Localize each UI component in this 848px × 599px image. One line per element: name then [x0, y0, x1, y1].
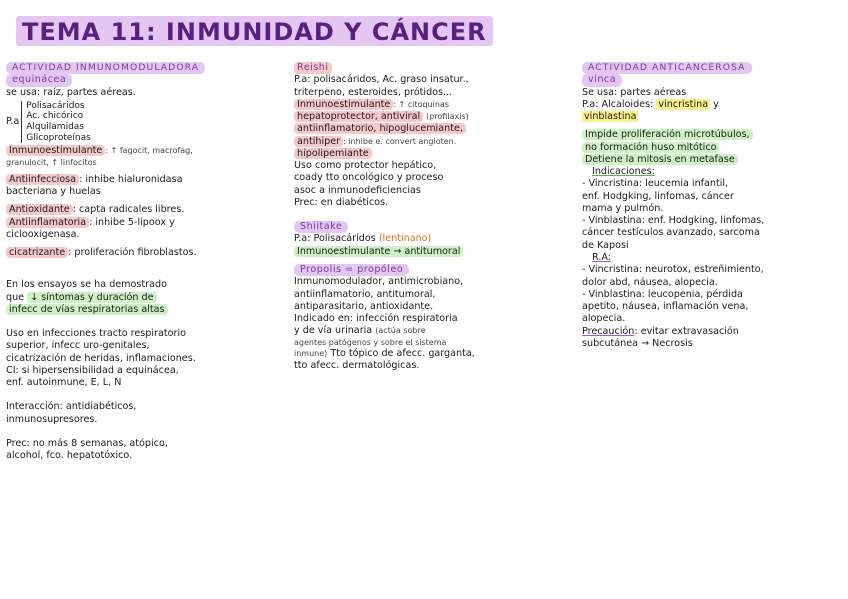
- plant-heading: equinácea: [6, 74, 72, 86]
- plant-heading: vinca: [582, 74, 622, 86]
- body-text: asoc a inmunodeficiencias: [294, 184, 421, 196]
- term-text: : inhibe 5-lipoox y: [89, 216, 175, 228]
- body-text: - Vincristina: neurotox, estreñimiento,: [582, 264, 764, 276]
- column-middle: [294, 62, 578, 372]
- term-text: : ↑ fagocit, macrofag,: [105, 146, 193, 156]
- body-text: antiparasitario, antioxidante.: [294, 300, 434, 312]
- body-text: Prec: no más 8 semanas, atópico,: [6, 437, 168, 449]
- body-text: enf. autoinmune, E, L, N: [6, 377, 122, 389]
- term-text: granulocit, ↑ linfocitos: [6, 157, 97, 167]
- body-text: triterpeno, esteroides, prótidos...: [294, 86, 453, 98]
- body-text: - Vinblastina: enf. Hodgking, linfomas,: [582, 215, 765, 227]
- green-highlight: infecc de vías respiratorias altas: [6, 304, 168, 315]
- term-highlight: hipolipemiante: [294, 148, 372, 159]
- body-text: : evitar extravasación: [634, 325, 739, 337]
- body-text: alcohol, fco. hepatotóxico.: [6, 450, 133, 462]
- body-text: alopecia.: [582, 313, 626, 325]
- body-text: dolor abd, náusea, alopecia.: [582, 276, 718, 288]
- body-text: superior, infecc uro-genitales,: [6, 340, 150, 352]
- body-text: tto afecc. dermatológicas.: [294, 360, 420, 372]
- pa-label: P.a: [6, 115, 20, 127]
- term-text: : proliferación fibroblastos.: [68, 247, 197, 259]
- body-text: P.a: polisacáridos, Ac. graso insatur.,: [294, 74, 469, 86]
- body-text: inmunosupresores.: [6, 413, 98, 425]
- sub-heading: R.A:: [592, 251, 611, 263]
- body-text: mama y pulmón.: [582, 202, 664, 214]
- term-text: : capta radicales libres.: [72, 204, 185, 216]
- sub-heading: Precaución: [582, 325, 635, 337]
- usage-line: se usa: raíz, partes aéreas.: [6, 86, 136, 98]
- term-highlight: antiinflamatorio, hipoglucemiante,: [294, 123, 466, 134]
- usage-line: Se usa: partes aéreas: [582, 86, 687, 98]
- body-text: y: [713, 98, 719, 110]
- orange-note: (lentinano): [378, 233, 432, 245]
- body-text: y de vía urinaria: [294, 325, 373, 337]
- body-text: P.a: Polisacáridos: [294, 233, 376, 245]
- body-text: cáncer testículos avanzado, sarcoma: [582, 227, 760, 239]
- body-text: cicatrización de heridas, inflamaciones.: [6, 352, 196, 364]
- small-note: inmune): [294, 348, 328, 358]
- green-highlight: no formación huso mitótico: [582, 142, 719, 153]
- active-principles: [6, 101, 292, 143]
- term-highlight: cicatrizante: [6, 247, 68, 258]
- term-text: : inhibe hialuronidasa: [79, 173, 183, 185]
- body-text: de Kaposi: [582, 239, 629, 251]
- section-heading: ACTIVIDAD ANTICANCEROSA: [582, 62, 752, 74]
- column-inmunomoduladora: [6, 62, 292, 463]
- body-text: apetito, náusea, inflamación vena,: [582, 301, 749, 313]
- term-highlight: Antioxidante: [6, 204, 73, 215]
- body-text: Interacción: antidiabéticos,: [6, 401, 137, 413]
- term-text: ciclooxigenasa.: [6, 228, 80, 240]
- list-item: Alquilamidas: [26, 122, 84, 133]
- body-text: - Vincristina: leucemia infantil,: [582, 178, 729, 190]
- green-highlight: Detiene la mitosis en metafase: [582, 154, 738, 165]
- term-highlight: Inmunoestimulante: [6, 145, 105, 156]
- small-note: (actúa sobre: [375, 326, 426, 336]
- term-highlight: antihiper: [294, 136, 343, 147]
- body-text: subcutánea → Necrosis: [582, 337, 693, 349]
- term-highlight: Antiinflamatoria: [6, 217, 89, 228]
- page-title: TEMA 11: INMUNIDAD Y CÁNCER: [16, 16, 493, 46]
- term-text: bacteriana y huelas: [6, 186, 101, 197]
- sub-heading: Indicaciones:: [592, 166, 655, 178]
- body-text: En los ensayos se ha demostrado: [6, 279, 167, 291]
- body-text: Inmunomodulador, antimicrobiano,: [294, 276, 464, 288]
- small-note: agentes patógenos y sobre el sistema: [294, 337, 447, 347]
- body-text: Uso en infecciones tracto respiratorio: [6, 328, 186, 340]
- pa-list: [21, 101, 91, 143]
- body-text: Prec: en diabéticos.: [294, 196, 389, 208]
- yellow-highlight: vincristina: [658, 98, 709, 110]
- body-text: que: [6, 291, 25, 303]
- green-highlight: Impide proliferación microtúbulos,: [582, 129, 753, 140]
- body-text: CI: si hipersensibilidad a equinácea,: [6, 364, 179, 376]
- body-text: coady tto oncológico y proceso: [294, 172, 444, 184]
- plant-heading: Reishi: [294, 62, 332, 74]
- term-highlight: Inmunoestimulante: [294, 99, 393, 110]
- term-text: : inhibe e. convert angioten.: [343, 136, 457, 146]
- body-text: Tto tópico de afecc. garganta,: [330, 347, 475, 359]
- term-highlight: hepatoprotector, antiviral: [294, 111, 423, 122]
- term-highlight: Antiinfecciosa: [6, 174, 79, 185]
- list-item: Glicoproteínas: [26, 132, 91, 143]
- term-text: : ↑ citoquinas: [393, 99, 449, 109]
- green-highlight: ↓ síntomas y duración de: [27, 292, 156, 303]
- plant-heading: Propolis = propóleo: [294, 264, 409, 276]
- list-item: Ac. chicórico: [26, 111, 84, 122]
- term-text: (profilaxis): [426, 112, 469, 122]
- body-text: - Vinblastina: leucopenia, pérdida: [582, 288, 743, 300]
- list-item: Polisacáridos: [26, 100, 85, 111]
- plant-heading: Shiitake: [294, 221, 348, 233]
- column-anticancerosa: [582, 62, 840, 350]
- body-text: antiinflamatorio, antitumoral,: [294, 288, 436, 300]
- body-text: Uso como protector hepático,: [294, 160, 437, 172]
- body-text: Indicado en: infección respiratoria: [294, 313, 458, 325]
- body-text: enf. Hodgking, linfomas, cáncer: [582, 190, 734, 202]
- green-highlight: Inmunoestimulante → antitumoral: [294, 246, 463, 257]
- body-text: P.a: Alcaloides:: [582, 98, 654, 110]
- section-heading: ACTIVIDAD INMUNOMODULADORA: [6, 62, 205, 74]
- yellow-highlight: vinblastina: [584, 111, 637, 123]
